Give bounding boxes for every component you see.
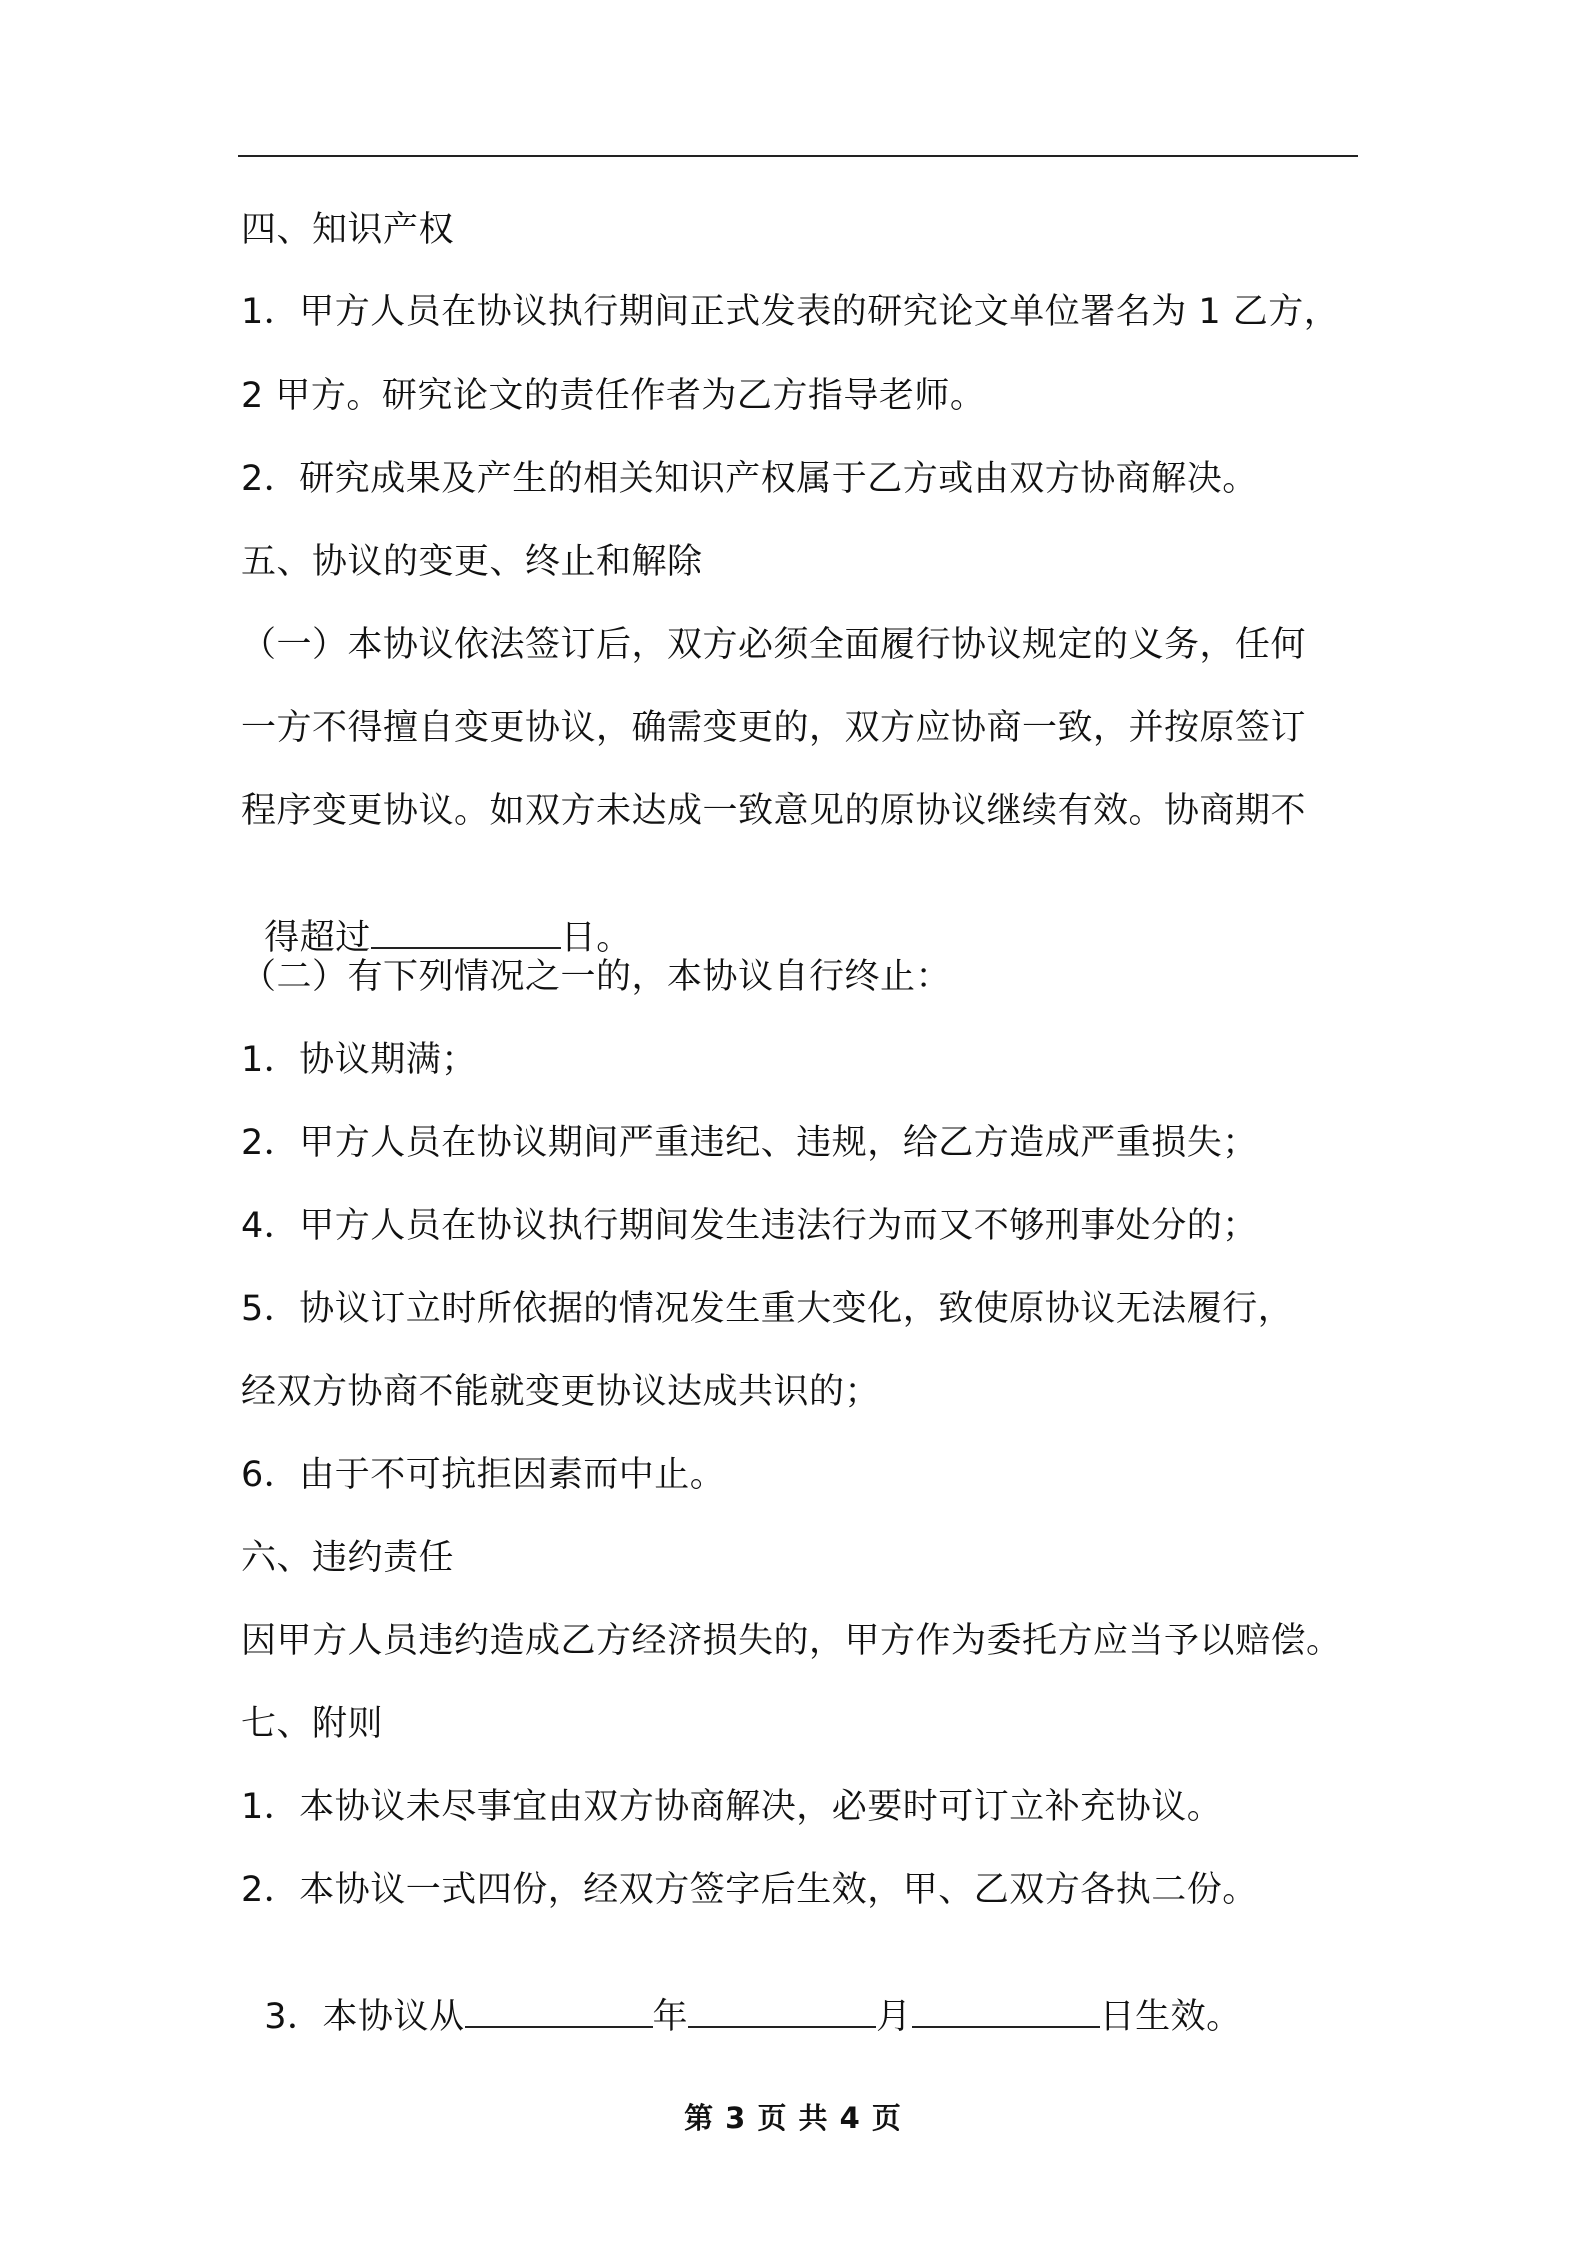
paragraph-line: 2．研究成果及产生的相关知识产权属于乙方或由双方协商解决。 [241,459,1258,499]
paragraph-line: 2 甲方。研究论文的责任作者为乙方指导老师。 [241,376,986,416]
paragraph-line: 1．甲方人员在协议执行期间正式发表的研究论文单位署名为 1 乙方， [241,292,1340,332]
paragraph-line-with-blank [241,872,632,960]
paragraph-line: （二）有下列情况之一的，本协议自行终止： [241,957,952,997]
fill-blank-day [912,1996,1100,2028]
paragraph-line: 5．协议订立时所依据的情况发生重大变化，致使原协议无法履行， [241,1289,1294,1329]
paragraph-line: 1．本协议未尽事宜由双方协商解决，必要时可订立补充协议。 [241,1787,1223,1827]
section-6-heading: 六、违约责任 [241,1538,455,1578]
paragraph-line: 经双方协商不能就变更协议达成共识的； [241,1372,881,1412]
line-text: 得超过 [264,918,371,958]
paragraph-line: 6．由于不可抗拒因素而中止。 [241,1455,726,1495]
paragraph-line: 2．甲方人员在协议期间严重违纪、违规，给乙方造成严重损失； [241,1123,1258,1163]
paragraph-line: 一方不得擅自变更协议，确需变更的，双方应协商一致，并按原签订 [241,708,1307,748]
paragraph-line: 因甲方人员违约造成乙方经济损失的，甲方作为委托方应当予以赔偿。 [241,1621,1342,1661]
paragraph-line-with-blanks [241,1951,1242,2039]
section-4-heading: 四、知识产权 [241,210,455,250]
fill-blank-month [688,1996,876,2028]
header-rule [238,155,1358,157]
line-text: 日生效。 [1099,1997,1242,2037]
fill-blank [371,917,561,949]
paragraph-line: 程序变更协议。如双方未达成一致意见的原协议继续有效。协商期不 [241,791,1307,831]
fill-blank-year [465,1996,653,2028]
line-text: 3．本协议从 [264,1997,465,2037]
paragraph-line: （一）本协议依法签订后，双方必须全面履行协议规定的义务，任何 [241,625,1307,665]
paragraph-line: 1．协议期满； [241,1040,477,1080]
paragraph-line: 2．本协议一式四份，经双方签字后生效，甲、乙双方各执二份。 [241,1870,1258,1910]
line-text: 月 [876,1997,912,2037]
line-text: 日。 [560,918,632,958]
page-number-footer: 第 3 页 共 4 页 [684,2101,902,2135]
paragraph-line: 4．甲方人员在协议执行期间发生违法行为而又不够刑事处分的； [241,1206,1258,1246]
section-5-heading: 五、协议的变更、终止和解除 [241,542,703,582]
line-text: 年 [652,1997,689,2037]
section-7-heading: 七、附则 [241,1704,384,1744]
